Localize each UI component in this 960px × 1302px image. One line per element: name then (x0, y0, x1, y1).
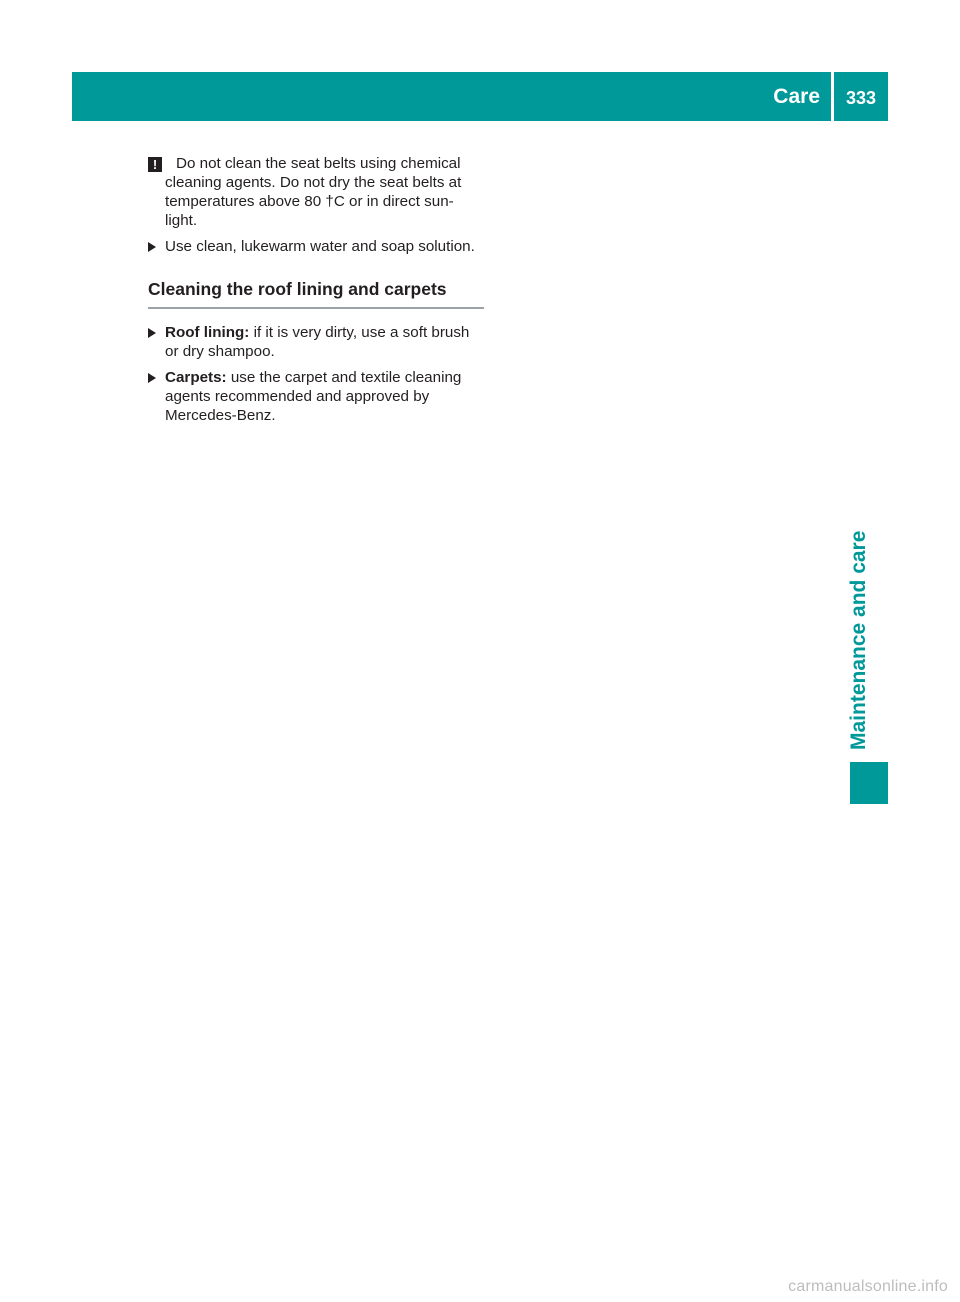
item-text: use the carpet and textile cleaning agents recommended and approved by Mercedes-Benz. (165, 369, 462, 424)
side-tab-label: Maintenance and care (847, 530, 870, 750)
item-text: if it is very dirty, use a soft brush or dry shampoo. (165, 324, 470, 360)
arrow-bullet-icon (148, 373, 156, 383)
warning-text: Do not clean the seat belts using chemical cleaning agents. Do not dry the seat belts at temperatures above 80 †C or in direct sun- light. (165, 155, 462, 229)
instruction-item (148, 237, 484, 256)
arrow-bullet-icon (148, 328, 156, 338)
header-section-title: Care (773, 85, 820, 108)
list-item (148, 323, 484, 361)
watermark: carmanualsonline.info (788, 1278, 948, 1295)
instruction-text: Use clean, lukewarm water and soap solution. (165, 238, 475, 255)
arrow-bullet-icon (148, 242, 156, 252)
list-item (148, 368, 484, 425)
page-number: 333 (845, 88, 877, 108)
page-content (148, 154, 484, 432)
item-label: Roof lining: (165, 324, 250, 341)
warning-note (148, 154, 484, 230)
section-heading: Cleaning the roof lining and carpets (148, 280, 484, 309)
side-tab-marker (850, 762, 888, 804)
item-label: Carpets: (165, 369, 227, 386)
exclamation-icon: ! (148, 157, 162, 172)
header-bar (72, 72, 888, 121)
